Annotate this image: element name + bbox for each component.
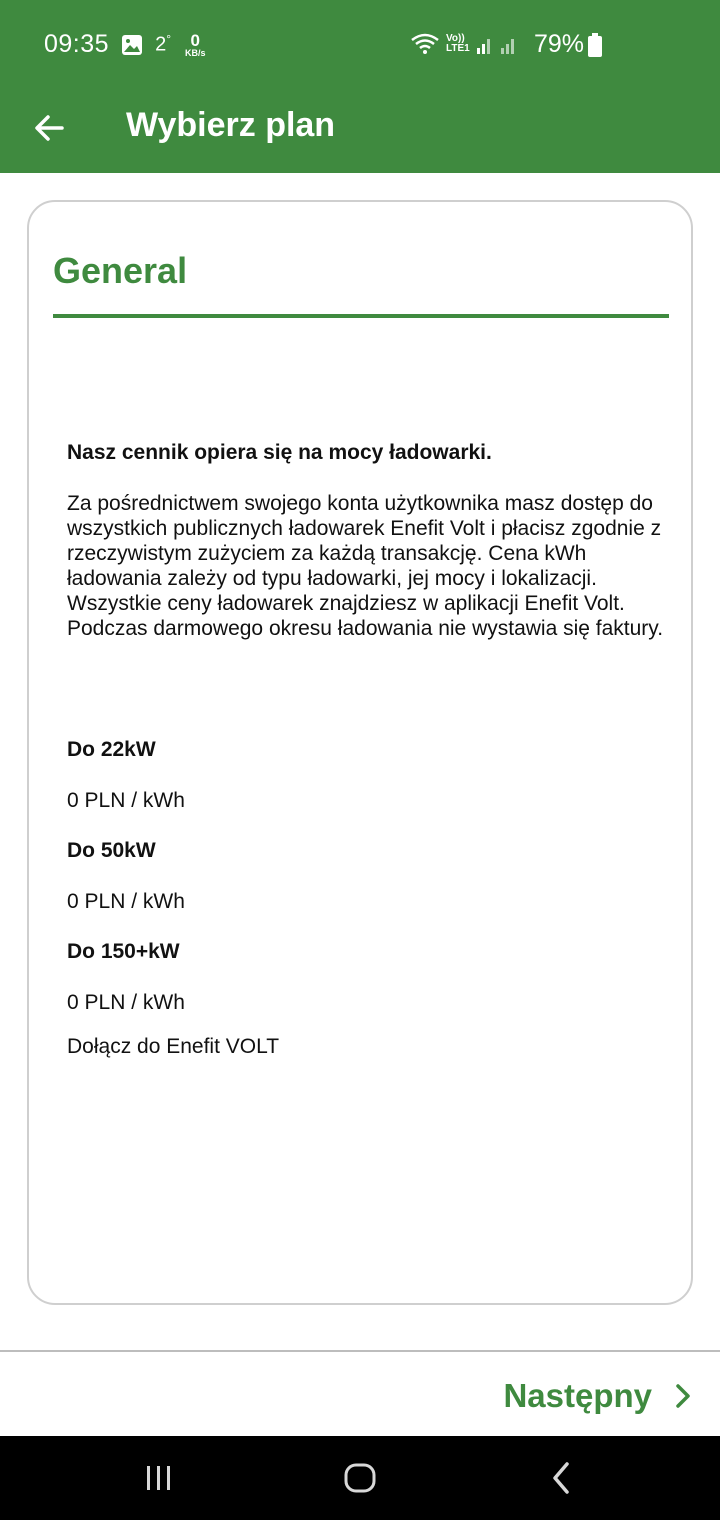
status-temperature: 2°	[155, 32, 171, 56]
gallery-icon	[121, 34, 143, 56]
arrow-left-icon[interactable]	[30, 108, 70, 148]
next-button-label: Następny	[503, 1377, 652, 1414]
tier-name: Do 150+kW	[67, 940, 180, 963]
volte-indicator: Vo)) LTE1	[446, 33, 470, 54]
signal-icon-2	[500, 33, 518, 55]
tier-price: 0 PLN / kWh	[67, 789, 185, 812]
status-bar	[0, 0, 720, 88]
recent-apps-icon[interactable]	[139, 1458, 179, 1498]
app-bar	[0, 88, 720, 173]
intro-paragraph: Za pośrednictwem swojego konta użytkownika masz dostęp do wszystkich publicznych ładowarek Enefit Volt i płacisz zgodnie z rzeczywistym zużyciem za każdą transakcję. Cena kWh ładowania zależy od typu ładowarki, jej mocy i lokalizacji. Wszystkie ceny ładowarek znajdziesz w aplikacji Enefit Volt. Podczas darmowego okresu ładowania nie wystawia się faktury.	[67, 492, 664, 640]
signal-icon	[476, 33, 494, 55]
status-time: 09:35	[44, 30, 110, 58]
battery-group	[534, 30, 602, 59]
intro-heading: Nasz cennik opiera się na mocy ładowarki.	[67, 441, 492, 464]
next-button[interactable]	[503, 1372, 692, 1420]
status-left	[44, 30, 206, 59]
plan-card	[27, 200, 693, 1305]
net-speed: 0 KB/s	[185, 30, 206, 58]
title-divider	[53, 314, 669, 318]
chevron-right-icon	[674, 1382, 692, 1410]
footer-divider	[0, 1350, 720, 1352]
battery-icon	[588, 33, 602, 57]
tier-price: 0 PLN / kWh	[67, 890, 185, 913]
tier-name: Do 22kW	[67, 738, 156, 761]
join-text: Dołącz do Enefit VOLT	[67, 1035, 280, 1058]
system-back-icon[interactable]	[541, 1458, 581, 1498]
wifi-icon	[410, 32, 440, 56]
home-icon[interactable]	[340, 1458, 380, 1498]
page-title: Wybierz plan	[126, 106, 336, 144]
status-right	[410, 32, 518, 56]
system-nav-bar	[0, 1436, 720, 1520]
battery-percent: 79%	[534, 30, 585, 58]
plan-description	[67, 440, 667, 641]
tier-price: 0 PLN / kWh	[67, 991, 185, 1014]
plan-title: General	[53, 250, 188, 291]
tier-name: Do 50kW	[67, 839, 156, 862]
